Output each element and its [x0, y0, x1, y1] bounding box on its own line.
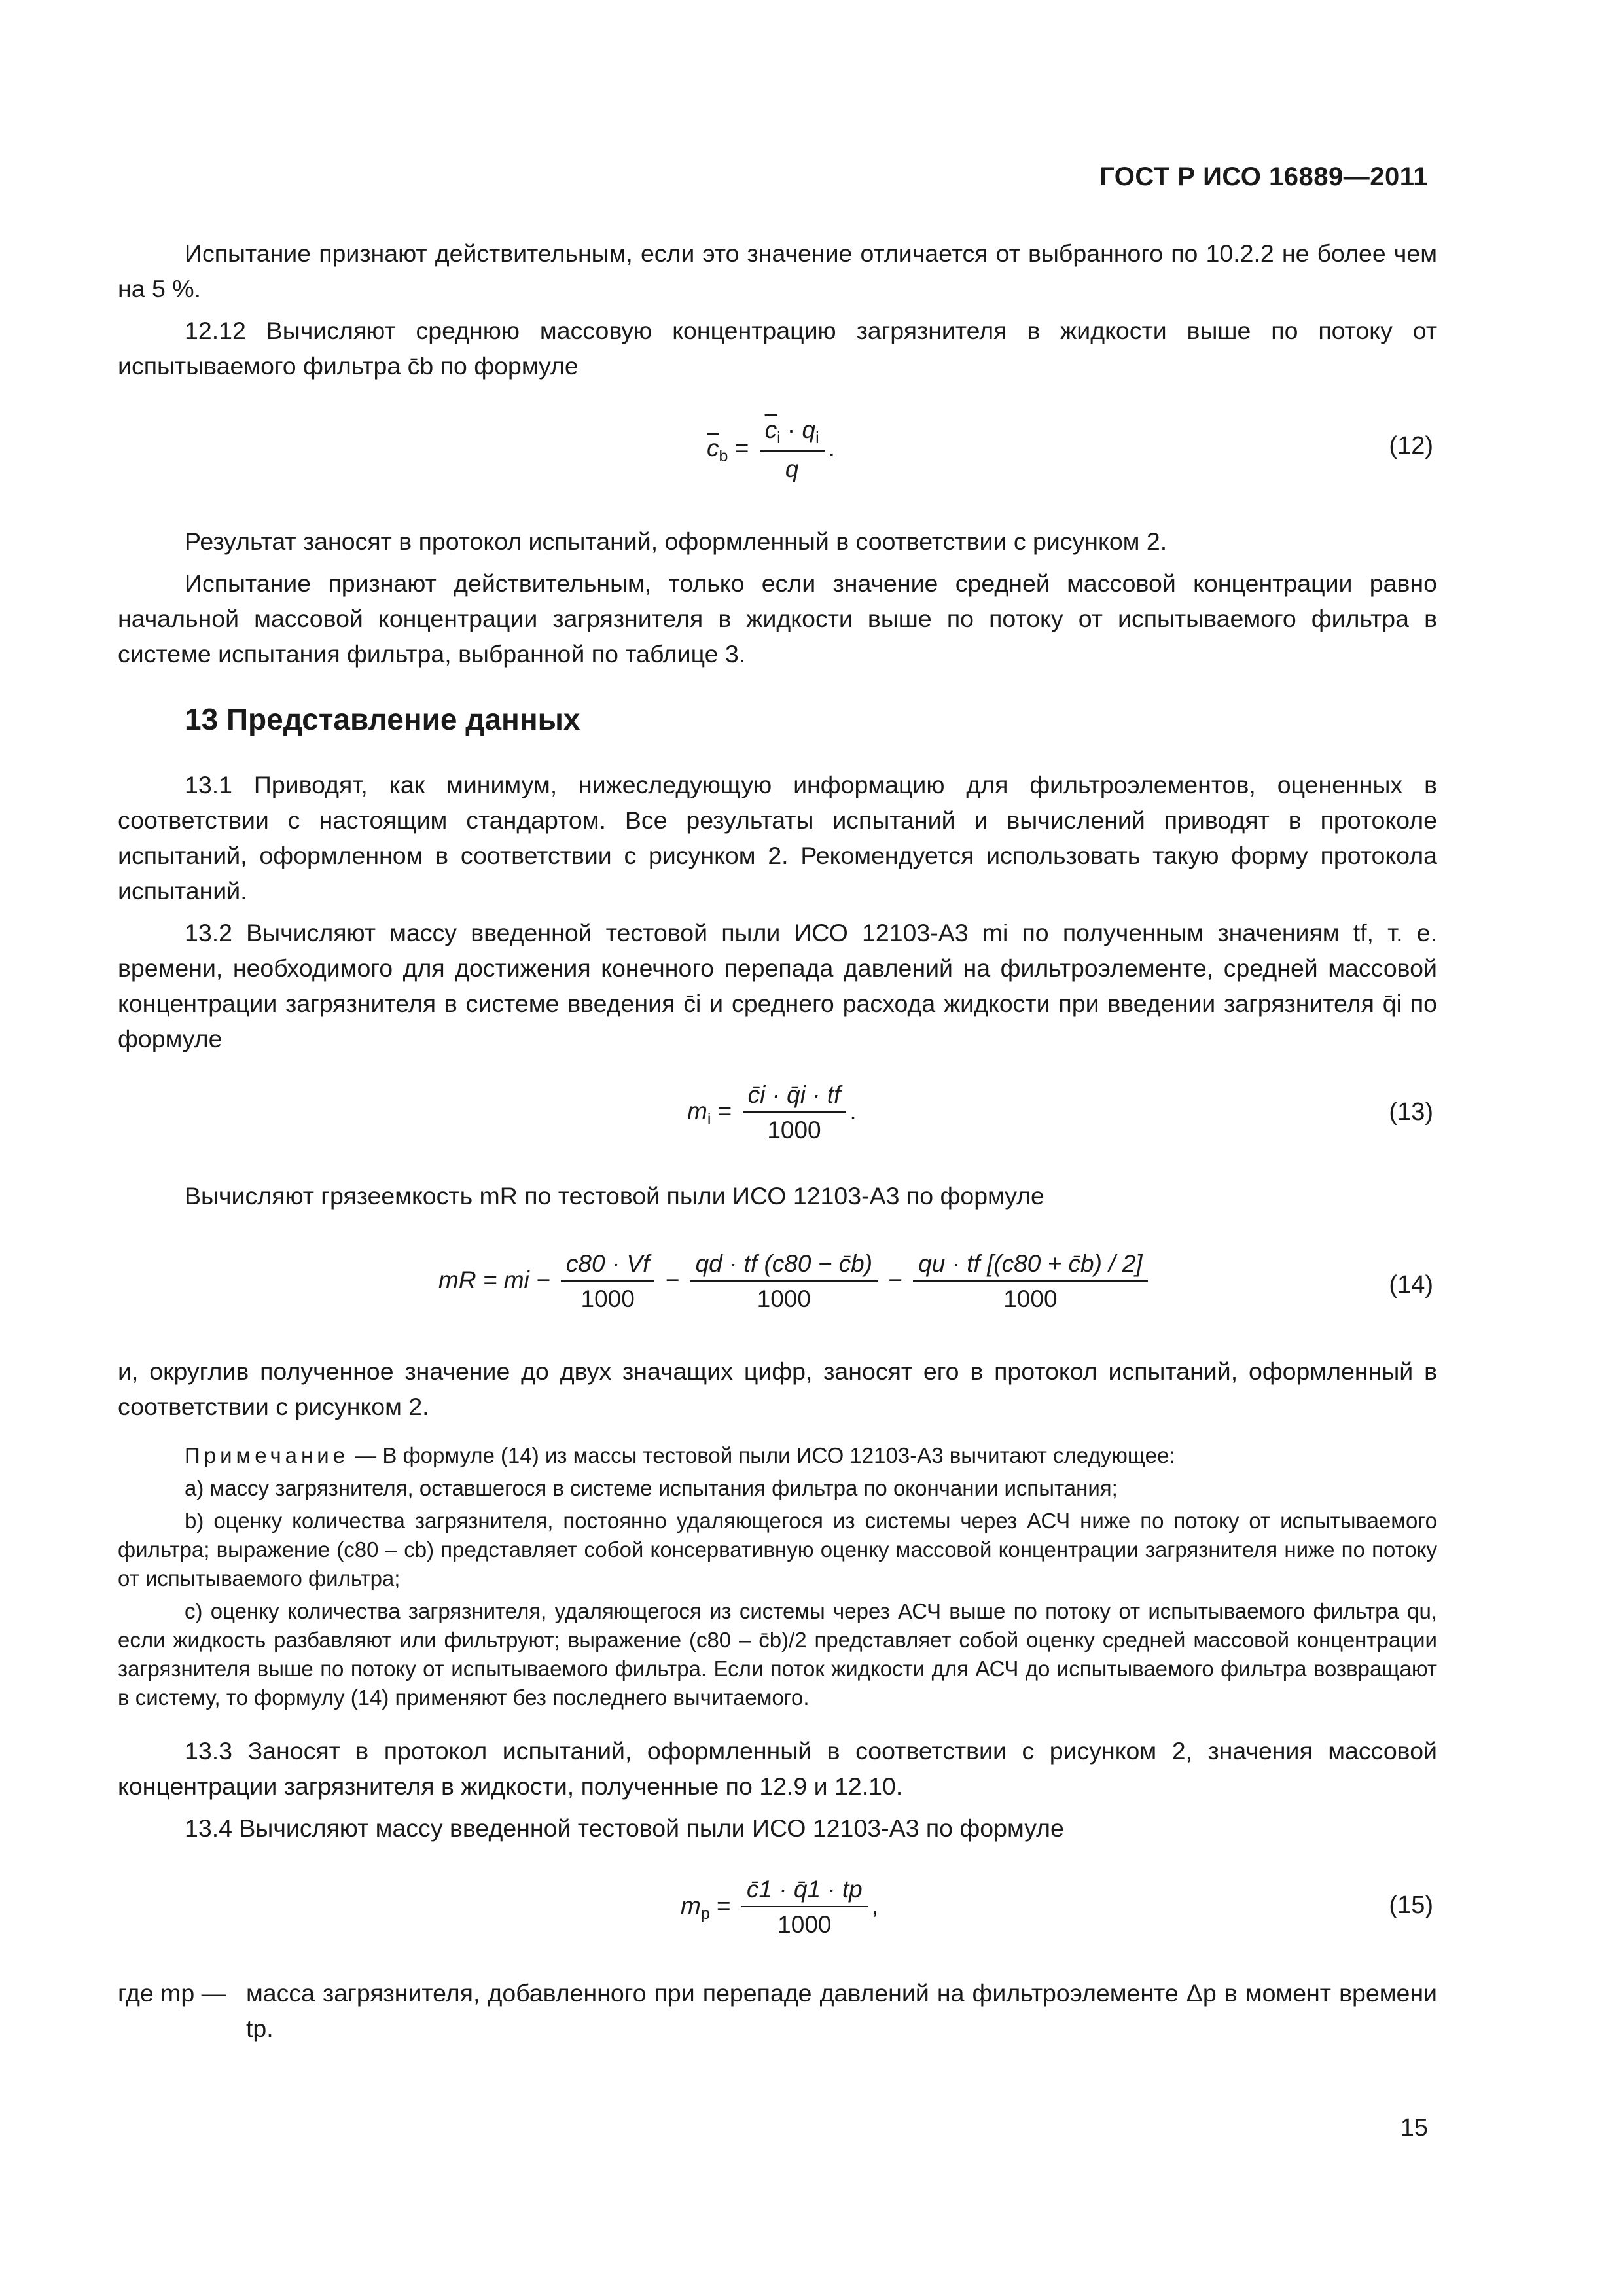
formula-13-fraction: $\frac{c̄i \cdot q̄i \cdot tf}{1000}$ [743, 1081, 846, 1144]
formula-14-term-2: $\frac{qd \cdot tf (c80 - c̄b)}{1000}$ [690, 1250, 878, 1313]
formula-12: $\overline{c}_b$ = $\frac{\overline{c}_i \cdot q_i}{q}$ . [707, 416, 835, 482]
text-block-6 [118, 1733, 1437, 1852]
note-label: Примечание [185, 1443, 349, 1467]
note-item-a: a) массу загрязнителя, оставшегося в системе испытания фильтра по окончании испытания; [185, 1476, 1118, 1500]
formula-14-term-3: $\frac{qu \cdot tf [(c80 + c̄b) / 2]}{1000}$ [913, 1250, 1147, 1313]
formula-12-number: (12) [1389, 432, 1433, 459]
note-item-b: b) оценку количества загрязнителя, постоянно удаляющегося из системы через АСЧ ниже по потоку от испытываемого фильтра; выражение (c80 – cb) представляет собой консервативную оценку массовой концентрации загрязнителя ниже по потоку от испытываемого фильтра; [118, 1509, 1437, 1590]
paragraph-mR: Вычисляют грязеемкость mR по тестовой пыли ИСО 12103-А3 по формуле [185, 1182, 1044, 1210]
formula-12-fraction: $\frac{\overline{c}_i \cdot q_i}{q}$ [760, 416, 825, 483]
paragraph-13-2: 13.2 Вычисляют массу введенной тестовой пыли ИСО 12103-А3 mi по полученным значениям tf, т. е. времени, необходимого для достижения конечного перепада давлений на фильтроэлементе, средней массовой концентрации загрязнителя в системе введения c̄i и среднего расхода жидкости при введении загрязнителя q̄i по формуле [118, 919, 1437, 1052]
formula-15: $m_p$ = $\frac{c̄1 \cdot q̄1 \cdot tp}{1000}$ , [681, 1876, 879, 1938]
formula-14-number: (14) [1389, 1271, 1433, 1299]
standard-header: ГОСТ Р ИСО 16889—2011 [1099, 162, 1428, 191]
paragraph-13-1: 13.1 Приводят, как минимум, нижеследующую информацию для фильтроэлементов, оцененных в соответствии с настоящим стандартом. Все результаты испытаний и вычислений приводят в протоколе испытаний, оформленном в соответствии с рисунком 2. Рекомендуется использовать такую форму протокола испытаний. [118, 771, 1437, 905]
text-block-3 [118, 767, 1437, 1063]
paragraph-13-3: 13.3 Заносят в протокол испытаний, оформленный в соответствии с рисунком 2, значения массовой концентрации загрязнителя в жидкости, полученные по 12.9 и 12.10. [118, 1737, 1437, 1800]
paragraph-validity-2: Испытание признают действительным, только если значение средней массовой концентрации равно начальной массовой концентрации загрязнителя в жидкости выше по потоку от испытываемого фильтра в системе испытания фильтра, выбранной по таблице 3. [118, 569, 1437, 668]
paragraph-round: и, округлив полученное значение до двух значащих цифр, заносят его в протокол испытаний, оформленный в соответствии с рисунком 2. [118, 1357, 1437, 1420]
formula-14: mR = mi − $\frac{c80 \cdot Vf}{1000}$ − $\frac{qd \cdot tf (c80 - c̄b)}{1000}$ − $\frac{qu \cdot tf [(c80 + c̄b) / 2]}{1000}$ [438, 1250, 1152, 1313]
paragraph-validity-1: Испытание признают действительным, если это значение отличается от выбранного по 10.2.2 не более чем на 5 %. [118, 240, 1437, 302]
note-block [118, 1441, 1437, 1716]
note-intro: Примечание — В формуле (14) из массы тестовой пыли ИСО 12103-А3 вычитают следующее: [185, 1443, 1175, 1467]
where-text: масса загрязнителя, добавленного при перепаде давлений на фильтроэлементе Δp в момент времени tp. [246, 1979, 1437, 2042]
text-block-1 [118, 236, 1437, 390]
paragraph-13-4: 13.4 Вычисляют массу введенной тестовой пыли ИСО 12103-А3 по формуле [185, 1814, 1064, 1842]
section-13-title: 13 Представление данных [185, 702, 580, 736]
where-label: где mp — [118, 1979, 226, 2007]
text-block-2 [118, 524, 1437, 678]
page-number: 15 [1400, 2114, 1428, 2142]
formula-15-fraction: $\frac{c̄1 \cdot q̄1 \cdot tp}{1000}$ [741, 1876, 868, 1939]
formula-13-number: (13) [1389, 1098, 1433, 1126]
paragraph-result: Результат заносят в протокол испытаний, оформленный в соответствии с рисунком 2. [185, 528, 1168, 555]
formula-15-number: (15) [1389, 1892, 1433, 1919]
formula-13: $m_i$ = $\frac{c̄i \cdot q̄i \cdot tf}{1000}$ . [687, 1081, 857, 1143]
paragraph-12-12: 12.12 Вычисляют среднюю массовую концентрацию загрязнителя в жидкости выше по потоку от испытываемого фильтра c̄b по формуле [118, 317, 1437, 380]
text-block-5 [118, 1354, 1437, 1431]
note-item-c: c) оценку количества загрязнителя, удаляющегося из системы через АСЧ выше по потоку от испытываемого фильтра qu, если жидкость разбавляют или фильтруют; выражение (c80 – c̄b)/2 представляет собой оценку средней массовой концентрации загрязнителя выше по потоку от испытываемого фильтра. Если поток жидкости для АСЧ до испытываемого фильтра возвращают в систему, то формулу (14) применяют без последнего вычитаемого. [118, 1599, 1437, 1710]
formula-14-term-1: $\frac{c80 \cdot Vf}{1000}$ [561, 1250, 655, 1313]
text-block-4 [118, 1178, 1437, 1220]
